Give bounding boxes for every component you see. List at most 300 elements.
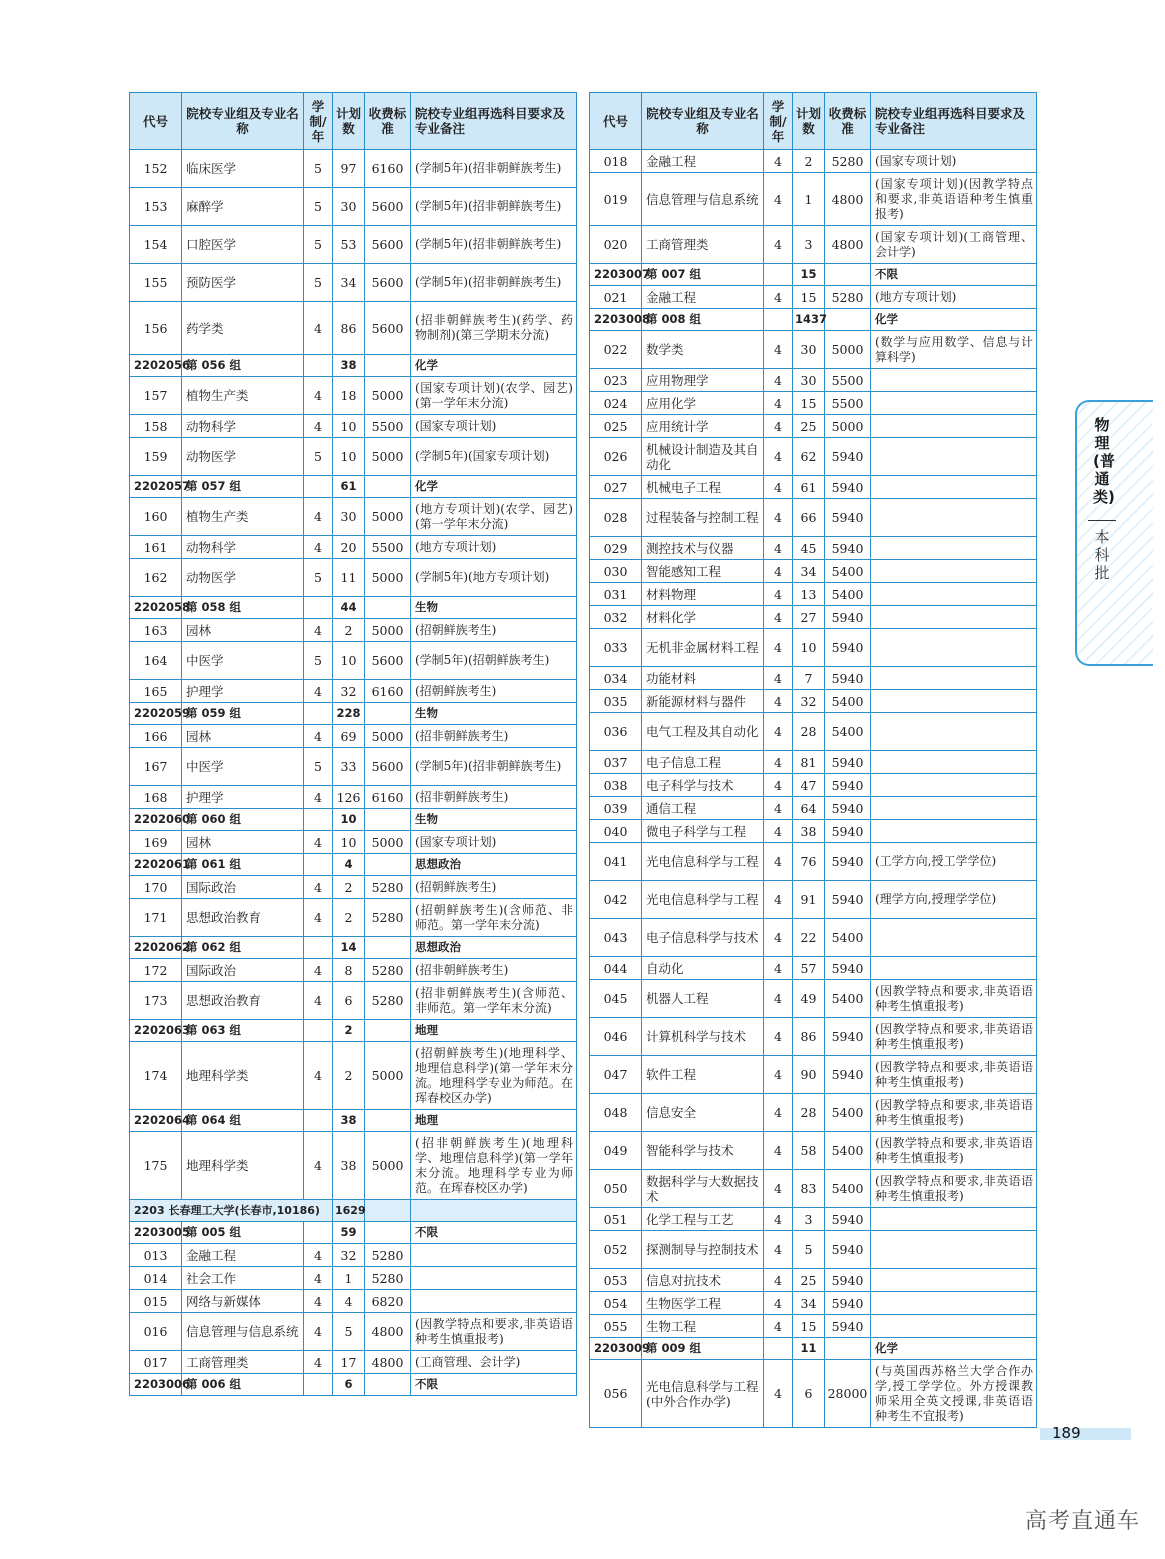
years-cell: 4 — [304, 680, 333, 703]
group-row — [130, 937, 577, 959]
plan-cell: 62 — [793, 438, 825, 476]
fee-cell: 5500 — [825, 392, 871, 415]
major-name: 信息安全 — [642, 1094, 764, 1132]
major-code: 056 — [590, 1360, 642, 1428]
plan-cell: 32 — [333, 680, 365, 703]
plan-cell: 61 — [333, 476, 365, 498]
plan-cell: 5 — [793, 1231, 825, 1269]
major-code: 047 — [590, 1056, 642, 1094]
major-row — [130, 1042, 577, 1110]
major-row — [590, 713, 1037, 751]
fee-cell: 5940 — [825, 1208, 871, 1231]
fee-cell: 4800 — [365, 1351, 411, 1374]
major-row — [590, 1132, 1037, 1170]
header-name: 院校专业组及专业名称 — [182, 93, 304, 150]
plan-cell: 59 — [333, 1222, 365, 1244]
fee-cell — [365, 1374, 411, 1396]
major-note: (学制5年)(招非朝鲜族考生) — [411, 150, 577, 188]
group-code: 2202063 — [130, 1020, 182, 1042]
major-code: 021 — [590, 286, 642, 309]
fee-cell: 5600 — [365, 264, 411, 302]
group-row — [130, 809, 577, 831]
fee-cell: 5940 — [825, 629, 871, 667]
major-code: 022 — [590, 331, 642, 369]
major-name: 过程装备与控制工程 — [642, 499, 764, 537]
plan-cell: 3 — [793, 1208, 825, 1231]
subject-requirement: 不限 — [871, 264, 1037, 286]
major-code: 172 — [130, 959, 182, 982]
subject-requirement: 地理 — [411, 1110, 577, 1132]
major-row — [130, 498, 577, 536]
major-name: 信息管理与信息系统 — [642, 173, 764, 226]
major-row — [130, 188, 577, 226]
fee-cell: 6160 — [365, 786, 411, 809]
major-name: 微电子科学与工程 — [642, 820, 764, 843]
major-name: 生物医学工程 — [642, 1292, 764, 1315]
group-code: 2203005 — [130, 1222, 182, 1244]
major-code: 170 — [130, 876, 182, 899]
fee-cell: 5940 — [825, 774, 871, 797]
fee-cell: 5600 — [365, 748, 411, 786]
fee-cell: 5940 — [825, 1315, 871, 1338]
plan-cell: 25 — [793, 1269, 825, 1292]
subject-requirement: 思想政治 — [411, 854, 577, 876]
group-row — [130, 1110, 577, 1132]
major-code: 049 — [590, 1132, 642, 1170]
years-cell: 4 — [304, 1351, 333, 1374]
years-cell: 5 — [304, 226, 333, 264]
major-note: (招非朝鲜族考生) — [411, 959, 577, 982]
header-note: 院校专业组再选科目要求及专业备注 — [871, 93, 1037, 150]
major-row — [130, 1244, 577, 1267]
fee-cell: 5940 — [825, 797, 871, 820]
major-row — [590, 392, 1037, 415]
major-note: (招朝鲜族考生)(地理科学、地理信息科学)(第一学年末分流。地理科学专业为师范。在珲春校区办学) — [411, 1042, 577, 1110]
major-row — [130, 559, 577, 597]
section-side-tab — [1075, 400, 1153, 666]
major-code: 037 — [590, 751, 642, 774]
major-code: 016 — [130, 1313, 182, 1351]
years-cell: 4 — [764, 606, 793, 629]
major-name: 光电信息科学与工程 — [642, 881, 764, 919]
plan-cell: 15 — [793, 1315, 825, 1338]
major-note: (数学与应用数学、信息与计算科学) — [871, 331, 1037, 369]
plan-cell: 10 — [333, 809, 365, 831]
plan-cell: 28 — [793, 1094, 825, 1132]
major-row — [130, 959, 577, 982]
major-name: 植物生产类 — [182, 498, 304, 536]
major-name: 数学类 — [642, 331, 764, 369]
major-note: (招非朝鲜族考生)(含师范、非师范。第一学年末分流) — [411, 982, 577, 1020]
major-note — [871, 713, 1037, 751]
fee-cell — [365, 1222, 411, 1244]
years-cell: 4 — [304, 1132, 333, 1200]
years-cell: 4 — [764, 1170, 793, 1208]
years-cell: 4 — [764, 713, 793, 751]
major-name: 测控技术与仪器 — [642, 537, 764, 560]
group-code: 2202061 — [130, 854, 182, 876]
years-cell — [304, 854, 333, 876]
plan-cell: 2 — [333, 1042, 365, 1110]
major-row — [590, 226, 1037, 264]
major-name: 国际政治 — [182, 876, 304, 899]
plan-cell: 38 — [793, 820, 825, 843]
major-name: 智能科学与技术 — [642, 1132, 764, 1170]
major-name: 思想政治教育 — [182, 982, 304, 1020]
major-row — [130, 619, 577, 642]
major-code: 048 — [590, 1094, 642, 1132]
major-code: 020 — [590, 226, 642, 264]
major-note: (国家专项计划) — [871, 150, 1037, 173]
fee-cell — [825, 1338, 871, 1360]
major-row — [590, 1018, 1037, 1056]
major-code: 028 — [590, 499, 642, 537]
plan-cell: 61 — [793, 476, 825, 499]
major-name: 思想政治教育 — [182, 899, 304, 937]
major-name: 应用物理学 — [642, 369, 764, 392]
major-note: (招非朝鲜族考生) — [411, 786, 577, 809]
years-cell: 4 — [764, 881, 793, 919]
years-cell: 4 — [304, 1290, 333, 1313]
plan-cell: 30 — [793, 369, 825, 392]
years-cell: 4 — [764, 919, 793, 957]
major-name: 地理科学类 — [182, 1132, 304, 1200]
major-row — [130, 1267, 577, 1290]
fee-cell — [365, 355, 411, 377]
plan-cell: 32 — [333, 1244, 365, 1267]
major-note: (国家专项计划) — [411, 831, 577, 854]
major-row — [130, 982, 577, 1020]
major-code: 053 — [590, 1269, 642, 1292]
fee-cell: 5000 — [365, 831, 411, 854]
major-name: 机械设计制造及其自动化 — [642, 438, 764, 476]
major-note — [871, 774, 1037, 797]
group-code: 2202059 — [130, 703, 182, 725]
plan-cell: 53 — [333, 226, 365, 264]
major-row — [130, 831, 577, 854]
header-fee: 收费标准 — [825, 93, 871, 150]
major-note: (地方专项计划) — [411, 536, 577, 559]
major-row — [130, 642, 577, 680]
major-code: 017 — [130, 1351, 182, 1374]
major-code: 015 — [130, 1290, 182, 1313]
plan-cell: 28 — [793, 713, 825, 751]
major-code: 023 — [590, 369, 642, 392]
plan-cell: 1 — [793, 173, 825, 226]
university-title: 2203 长春理工大学(长春市,10186) — [130, 1200, 333, 1222]
subject-requirement: 地理 — [411, 1020, 577, 1042]
plan-cell: 76 — [793, 843, 825, 881]
major-name: 护理学 — [182, 680, 304, 703]
major-name: 功能材料 — [642, 667, 764, 690]
plan-cell: 4 — [333, 854, 365, 876]
major-code: 034 — [590, 667, 642, 690]
major-note — [871, 1269, 1037, 1292]
subject-requirement: 生物 — [411, 597, 577, 619]
plan-cell: 20 — [333, 536, 365, 559]
subject-requirement: 生物 — [411, 703, 577, 725]
plan-cell: 86 — [333, 302, 365, 355]
fee-cell: 5000 — [365, 559, 411, 597]
major-row — [590, 881, 1037, 919]
major-code: 019 — [590, 173, 642, 226]
fee-cell: 5940 — [825, 1269, 871, 1292]
fee-cell: 5280 — [365, 1267, 411, 1290]
major-row — [130, 899, 577, 937]
major-code: 158 — [130, 415, 182, 438]
major-note: (学制5年)(国家专项计划) — [411, 438, 577, 476]
major-row — [590, 667, 1037, 690]
empty-cell — [411, 1200, 577, 1222]
header-plan: 计划数 — [793, 93, 825, 150]
group-row — [590, 309, 1037, 331]
years-cell: 4 — [764, 173, 793, 226]
major-row — [590, 629, 1037, 667]
major-row — [590, 150, 1037, 173]
major-name: 金融工程 — [642, 286, 764, 309]
major-code: 027 — [590, 476, 642, 499]
major-code: 157 — [130, 377, 182, 415]
fee-cell: 5000 — [365, 619, 411, 642]
plan-cell: 27 — [793, 606, 825, 629]
group-name: 第 064 组 — [182, 1110, 304, 1132]
years-cell: 4 — [764, 438, 793, 476]
plan-cell: 97 — [333, 150, 365, 188]
major-note: (学制5年)(招非朝鲜族考生) — [411, 188, 577, 226]
major-code: 046 — [590, 1018, 642, 1056]
major-row — [590, 1315, 1037, 1338]
plan-cell: 32 — [793, 690, 825, 713]
major-code: 160 — [130, 498, 182, 536]
major-name: 应用统计学 — [642, 415, 764, 438]
years-cell: 4 — [304, 498, 333, 536]
years-cell: 4 — [764, 1360, 793, 1428]
years-cell: 4 — [764, 369, 793, 392]
group-name: 第 060 组 — [182, 809, 304, 831]
major-note — [871, 820, 1037, 843]
subject-requirement: 思想政治 — [411, 937, 577, 959]
major-note: (招非朝鲜族考生)(地理科学、地理信息科学)(第一学年末分流。地理科学专业为师范。在珲春校区办学) — [411, 1132, 577, 1200]
major-row — [590, 1094, 1037, 1132]
major-row — [590, 331, 1037, 369]
major-code: 167 — [130, 748, 182, 786]
fee-cell: 5280 — [365, 1244, 411, 1267]
major-code: 164 — [130, 642, 182, 680]
group-code: 2203007 — [590, 264, 642, 286]
fee-cell: 4800 — [825, 226, 871, 264]
major-row — [590, 415, 1037, 438]
years-cell: 5 — [304, 438, 333, 476]
fee-cell: 5400 — [825, 1132, 871, 1170]
major-row — [130, 377, 577, 415]
major-row — [130, 680, 577, 703]
years-cell — [304, 703, 333, 725]
header-plan: 计划数 — [333, 93, 365, 150]
major-note — [871, 1292, 1037, 1315]
major-note: (国家专项计划)(因教学特点和要求,非英语语种考生慎重报考) — [871, 173, 1037, 226]
major-name: 动物科学 — [182, 415, 304, 438]
major-note — [871, 1315, 1037, 1338]
major-row — [130, 725, 577, 748]
fee-cell: 5400 — [825, 1094, 871, 1132]
fee-cell — [825, 264, 871, 286]
major-name: 金融工程 — [182, 1244, 304, 1267]
major-note — [871, 476, 1037, 499]
years-cell: 4 — [304, 899, 333, 937]
group-name: 第 057 组 — [182, 476, 304, 498]
plan-cell: 58 — [793, 1132, 825, 1170]
major-row — [130, 438, 577, 476]
plan-cell: 17 — [333, 1351, 365, 1374]
group-name: 第 062 组 — [182, 937, 304, 959]
major-note — [871, 1231, 1037, 1269]
major-code: 159 — [130, 438, 182, 476]
plan-cell: 10 — [333, 831, 365, 854]
fee-cell: 5280 — [365, 982, 411, 1020]
plan-cell: 13 — [793, 583, 825, 606]
major-code: 024 — [590, 392, 642, 415]
plan-cell: 1437 — [793, 309, 825, 331]
major-code: 045 — [590, 980, 642, 1018]
major-note — [871, 797, 1037, 820]
fee-cell: 5940 — [825, 1231, 871, 1269]
plan-cell: 6 — [793, 1360, 825, 1428]
major-code: 052 — [590, 1231, 642, 1269]
major-note: (学制5年)(地方专项计划) — [411, 559, 577, 597]
major-note — [871, 560, 1037, 583]
major-code: 155 — [130, 264, 182, 302]
years-cell: 4 — [764, 476, 793, 499]
years-cell — [304, 1020, 333, 1042]
plan-cell: 15 — [793, 264, 825, 286]
years-cell: 4 — [764, 537, 793, 560]
plan-cell: 10 — [333, 642, 365, 680]
major-code: 035 — [590, 690, 642, 713]
fee-cell: 5600 — [365, 226, 411, 264]
fee-cell — [365, 937, 411, 959]
subject-requirement: 化学 — [411, 476, 577, 498]
table-header — [130, 93, 577, 150]
plan-cell: 8 — [333, 959, 365, 982]
major-name: 信息管理与信息系统 — [182, 1313, 304, 1351]
major-row — [590, 751, 1037, 774]
fee-cell: 4800 — [365, 1313, 411, 1351]
plan-cell: 7 — [793, 667, 825, 690]
major-code: 025 — [590, 415, 642, 438]
fee-cell: 5000 — [365, 498, 411, 536]
fee-cell: 5280 — [365, 876, 411, 899]
plan-cell: 5 — [333, 1313, 365, 1351]
fee-cell: 5940 — [825, 438, 871, 476]
side-tab-divider — [1088, 520, 1116, 521]
major-row — [130, 786, 577, 809]
major-row — [590, 173, 1037, 226]
header-years: 学制/年 — [764, 93, 793, 150]
major-name: 中医学 — [182, 748, 304, 786]
subject-requirement: 化学 — [871, 1338, 1037, 1360]
plan-cell: 25 — [793, 415, 825, 438]
fee-cell: 5400 — [825, 713, 871, 751]
group-code: 2203009 — [590, 1338, 642, 1360]
major-row — [590, 369, 1037, 392]
fee-cell: 5280 — [825, 286, 871, 309]
years-cell: 4 — [764, 797, 793, 820]
years-cell: 4 — [304, 876, 333, 899]
plan-cell: 45 — [793, 537, 825, 560]
major-row — [130, 302, 577, 355]
group-row — [130, 1374, 577, 1396]
fee-cell — [365, 597, 411, 619]
major-code: 033 — [590, 629, 642, 667]
major-code: 050 — [590, 1170, 642, 1208]
years-cell — [764, 309, 793, 331]
major-note: (招朝鲜族考生) — [411, 619, 577, 642]
plan-cell: 30 — [333, 188, 365, 226]
years-cell: 4 — [304, 1313, 333, 1351]
fee-cell — [365, 1020, 411, 1042]
years-cell — [764, 1338, 793, 1360]
fee-cell — [365, 809, 411, 831]
side-tab-subtitle: 本科批 — [1094, 528, 1110, 582]
table-body — [590, 150, 1037, 1428]
years-cell: 4 — [764, 415, 793, 438]
plan-cell: 38 — [333, 1132, 365, 1200]
fee-cell: 5500 — [365, 536, 411, 559]
group-code: 2202062 — [130, 937, 182, 959]
major-note: (工学方向,授工学学位) — [871, 843, 1037, 881]
fee-cell: 5940 — [825, 843, 871, 881]
major-note: (与英国西苏格兰大学合作办学,授工学学位。外方授课教师采用全英文授课,非英语语种考生不宜报考) — [871, 1360, 1037, 1428]
group-row — [130, 854, 577, 876]
major-note: (招朝鲜族考生) — [411, 680, 577, 703]
major-name: 数据科学与大数据技术 — [642, 1170, 764, 1208]
major-note — [871, 392, 1037, 415]
years-cell: 5 — [304, 748, 333, 786]
years-cell — [304, 1110, 333, 1132]
major-code: 026 — [590, 438, 642, 476]
years-cell: 4 — [764, 1231, 793, 1269]
major-code: 013 — [130, 1244, 182, 1267]
page-number: 189 — [1052, 1424, 1081, 1442]
group-code: 2203006 — [130, 1374, 182, 1396]
major-code: 030 — [590, 560, 642, 583]
header-note: 院校专业组再选科目要求及专业备注 — [411, 93, 577, 150]
major-note: (学制5年)(招非朝鲜族考生) — [411, 748, 577, 786]
fee-cell: 5940 — [825, 751, 871, 774]
years-cell: 5 — [304, 642, 333, 680]
major-note: (因教学特点和要求,非英语语种考生慎重报考) — [871, 1132, 1037, 1170]
plan-cell: 18 — [333, 377, 365, 415]
fee-cell — [825, 309, 871, 331]
fee-cell: 5940 — [825, 957, 871, 980]
major-code: 055 — [590, 1315, 642, 1338]
major-row — [130, 536, 577, 559]
group-code: 2202060 — [130, 809, 182, 831]
plan-cell: 15 — [793, 286, 825, 309]
years-cell: 4 — [764, 150, 793, 173]
major-code: 018 — [590, 150, 642, 173]
plan-cell: 34 — [793, 1292, 825, 1315]
years-cell — [304, 355, 333, 377]
fee-cell: 5940 — [825, 1056, 871, 1094]
fee-cell: 4800 — [825, 173, 871, 226]
fee-cell: 5000 — [365, 377, 411, 415]
years-cell: 4 — [304, 786, 333, 809]
group-name: 第 006 组 — [182, 1374, 304, 1396]
fee-cell: 5000 — [365, 1042, 411, 1110]
plan-cell: 10 — [333, 438, 365, 476]
major-row — [130, 1132, 577, 1200]
